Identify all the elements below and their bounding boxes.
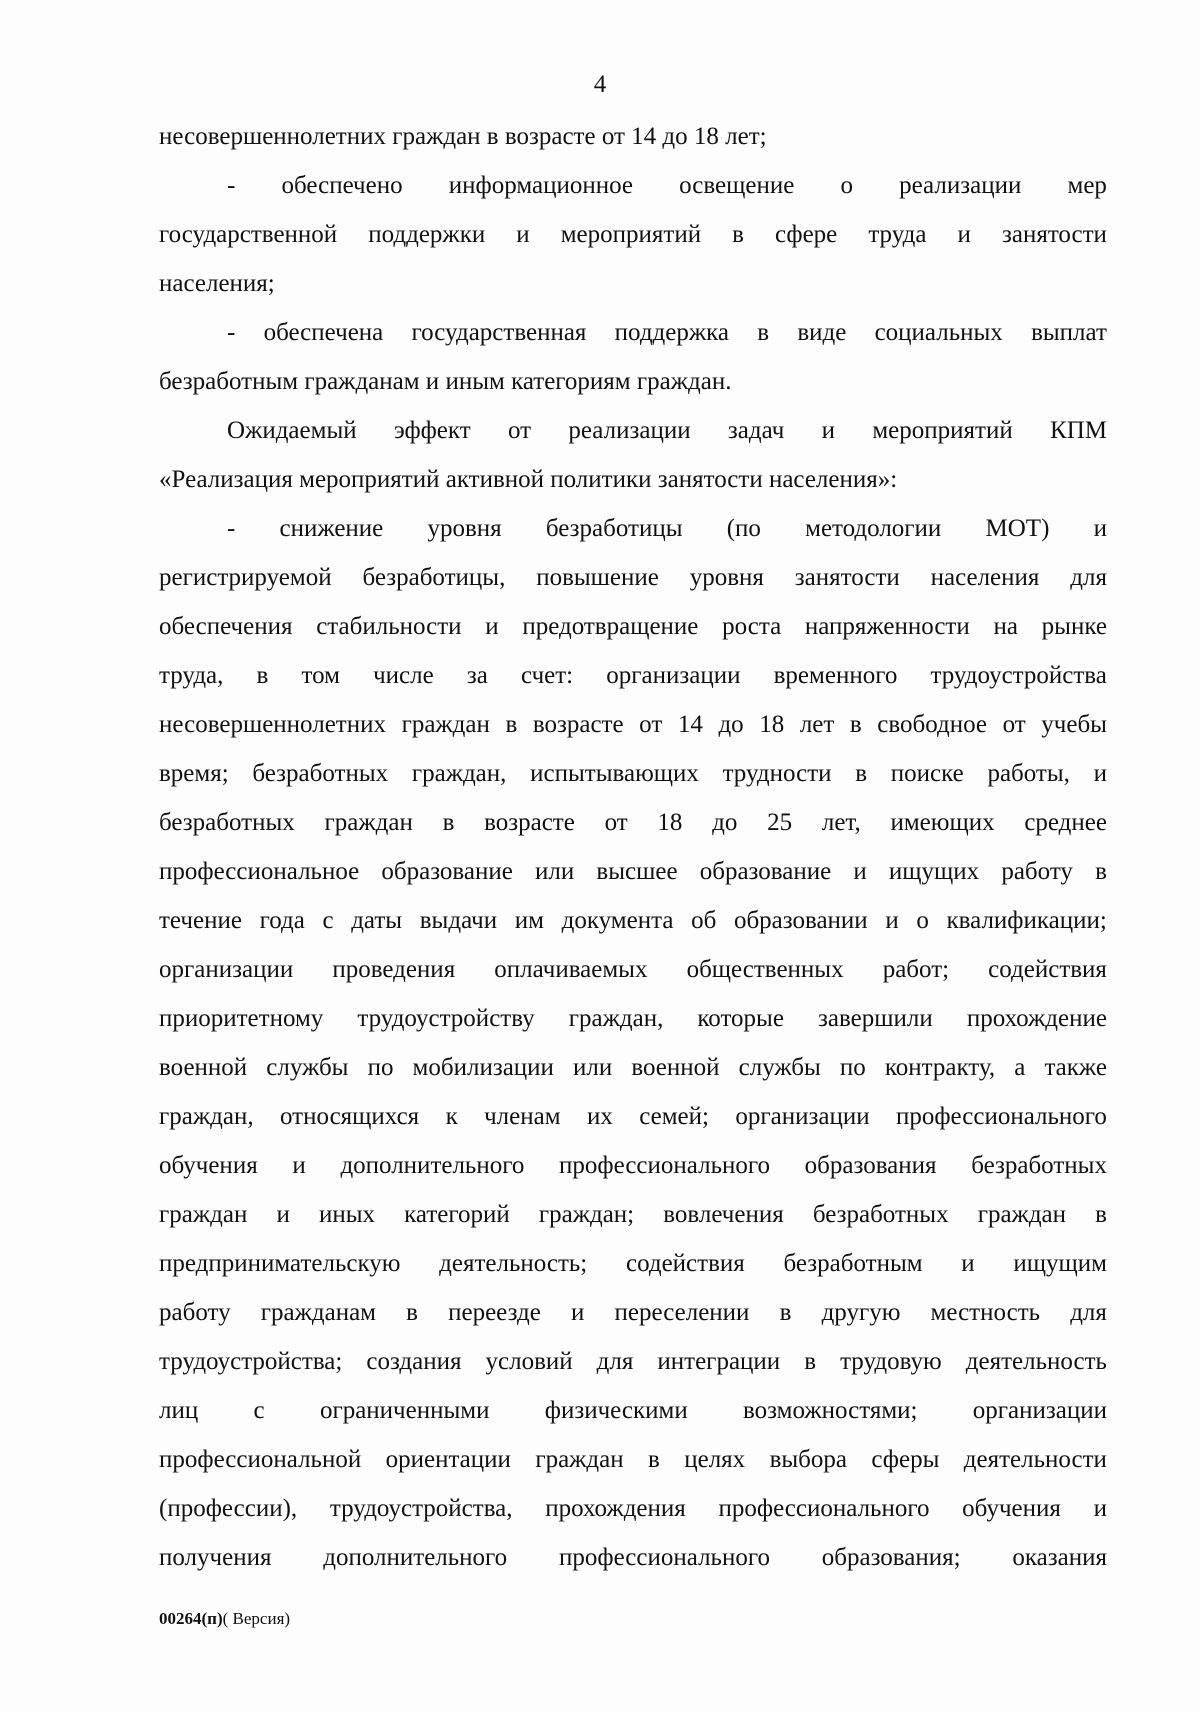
word: в <box>804 1348 817 1375</box>
word: безработицы <box>545 515 683 542</box>
text-line <box>159 210 1107 259</box>
word: содействия <box>988 956 1107 983</box>
word: мероприятий <box>872 417 1013 444</box>
word: контракту, <box>884 1054 996 1081</box>
word: профессионального <box>559 1544 770 1571</box>
text-line <box>159 504 1107 553</box>
word: эффект <box>393 417 471 444</box>
word: работ; <box>882 956 950 983</box>
word: или <box>573 1054 613 1081</box>
text-line <box>159 1386 1107 1435</box>
word: безработных <box>971 1152 1107 1179</box>
word: гражданам <box>260 1299 376 1326</box>
word: местность <box>930 1299 1041 1326</box>
word: к <box>445 1103 458 1130</box>
word: выдачи <box>419 907 498 934</box>
word: 14 <box>677 711 703 738</box>
text-line <box>159 602 1107 651</box>
word: течение <box>159 907 242 934</box>
word: деятельности <box>963 1446 1107 1473</box>
word: о <box>840 172 853 199</box>
word: и <box>1093 515 1107 542</box>
word: дополнительного <box>340 1152 525 1179</box>
word: с <box>322 907 334 934</box>
text-line <box>159 357 1107 406</box>
word: и <box>292 1152 306 1179</box>
word: интеграции <box>657 1348 781 1375</box>
word: для <box>1070 564 1107 591</box>
line-text: несовершеннолетних граждан в возрасте от 14 до 18 лет; <box>159 123 767 150</box>
text-line <box>159 994 1107 1043</box>
word: реализации <box>568 417 691 444</box>
document-body <box>159 112 1107 1582</box>
word: или <box>535 858 575 885</box>
word: и <box>485 613 499 640</box>
word: в <box>648 1446 660 1473</box>
word: получения <box>159 1544 272 1571</box>
word: учебы <box>1041 711 1107 738</box>
word: и <box>821 417 836 444</box>
word: выбора <box>769 1446 847 1473</box>
word: завершили <box>818 1005 933 1032</box>
word: занятости <box>1001 221 1107 248</box>
word: организации <box>606 662 741 689</box>
word: возрасте <box>532 711 624 738</box>
word: трудоустройству <box>357 1005 535 1032</box>
text-line <box>159 798 1107 847</box>
word: в <box>505 711 518 738</box>
word: уровня <box>689 564 764 591</box>
word: организации <box>735 1103 870 1130</box>
word: - <box>227 319 236 346</box>
word: от <box>639 711 663 738</box>
word: о <box>916 907 929 934</box>
word: общественных <box>686 956 844 983</box>
word: семей; <box>639 1103 709 1130</box>
word: также <box>1044 1054 1107 1081</box>
word: в <box>855 760 868 787</box>
word: безработным <box>783 1250 923 1277</box>
word: прохождение <box>966 1005 1107 1032</box>
word: для <box>596 1348 634 1375</box>
word: граждан <box>977 1201 1067 1228</box>
text-line <box>159 1337 1107 1386</box>
word: и <box>570 1299 585 1326</box>
word: виде <box>797 319 847 346</box>
word: снижение <box>279 515 384 542</box>
word: граждан <box>324 809 413 836</box>
word: государственной <box>159 221 338 248</box>
word: и <box>1093 1495 1107 1522</box>
word: уровня <box>427 515 502 542</box>
word: время; <box>159 760 229 787</box>
word: граждан <box>159 1201 248 1228</box>
word: деятельность; <box>439 1250 588 1277</box>
word: в <box>757 319 770 346</box>
word: граждан; <box>538 1201 635 1228</box>
text-line <box>159 1484 1107 1533</box>
word: профессионального <box>559 1152 770 1179</box>
text-line <box>159 749 1107 798</box>
word: и <box>853 858 867 885</box>
word: военной <box>159 1054 248 1081</box>
word: проведения <box>332 956 456 983</box>
word: роста <box>722 613 782 640</box>
word: стабильности <box>316 613 462 640</box>
word: от <box>604 809 628 836</box>
word: возможностями; <box>743 1397 918 1424</box>
word: в <box>849 711 862 738</box>
word: населения <box>930 564 1040 591</box>
word: другую <box>821 1299 901 1326</box>
word: высшее <box>596 858 678 885</box>
word: прохождения <box>545 1495 686 1522</box>
text-line <box>159 161 1107 210</box>
word: военной <box>631 1054 720 1081</box>
text-line <box>159 896 1107 945</box>
word: условий <box>485 1348 573 1375</box>
word: поиске <box>890 760 964 787</box>
word: ограниченными <box>319 1397 490 1424</box>
line-text: безработным гражданам и иным категориям граждан. <box>159 368 732 395</box>
word: службы <box>266 1054 349 1081</box>
text-line <box>159 651 1107 700</box>
word: оплачиваемых <box>494 956 648 983</box>
text-line <box>159 1190 1107 1239</box>
word: КПМ <box>1050 417 1107 444</box>
word: 18 <box>657 809 683 836</box>
word: мобилизации <box>412 1054 554 1081</box>
word: образовании <box>733 907 868 934</box>
word: в <box>406 1299 418 1326</box>
word: трудности <box>722 760 832 787</box>
word: безработицы, <box>362 564 506 591</box>
word: трудоустройства; <box>159 1348 343 1375</box>
word: образование <box>381 858 513 885</box>
word: повышение <box>536 564 659 591</box>
word: граждан, <box>159 1103 254 1130</box>
word: службы <box>738 1054 821 1081</box>
text-line <box>159 1239 1107 1288</box>
text-line <box>159 700 1107 749</box>
word: регистрируемой <box>159 564 332 591</box>
word: имеющих <box>890 809 995 836</box>
word: вовлечения <box>663 1201 784 1228</box>
document-footer <box>159 1608 290 1630</box>
word: образование <box>699 858 832 885</box>
text-line <box>159 553 1107 602</box>
page-number: 4 <box>593 71 607 98</box>
word: относящихся <box>279 1103 420 1130</box>
word: переселении <box>614 1299 750 1326</box>
word: документа <box>561 907 674 934</box>
word: обучения <box>159 1152 258 1179</box>
word: до <box>712 809 738 836</box>
word: образования <box>804 1152 937 1179</box>
word: лет <box>799 711 835 738</box>
word: образования; <box>821 1544 961 1571</box>
word: свободное <box>877 711 988 738</box>
word: выплат <box>1031 319 1107 346</box>
word: среднее <box>1024 809 1107 836</box>
word: деятельность <box>965 1348 1107 1375</box>
word: граждан, <box>568 1005 664 1032</box>
word: Ожидаемый <box>227 417 357 444</box>
word: года <box>259 907 305 934</box>
word: их <box>586 1103 613 1130</box>
word: (по <box>726 515 761 542</box>
word: МОТ) <box>985 515 1050 542</box>
word: об <box>691 907 717 934</box>
word: освещение <box>679 172 795 199</box>
word: в <box>1095 858 1107 885</box>
word: - <box>227 172 236 199</box>
text-line <box>159 1141 1107 1190</box>
word: с <box>253 1397 265 1424</box>
word: им <box>514 907 544 934</box>
word: предпринимательскую <box>159 1250 401 1277</box>
word: мер <box>1067 172 1107 199</box>
word: оказания <box>1012 1544 1107 1571</box>
word: труда, <box>159 662 224 689</box>
word: создания <box>366 1348 462 1375</box>
word: переезде <box>448 1299 541 1326</box>
word: несовершеннолетних <box>159 711 386 738</box>
word: и <box>516 221 530 248</box>
word: и <box>1093 760 1107 787</box>
word: труда <box>868 221 927 248</box>
word: даты <box>351 907 403 934</box>
word: поддержки <box>368 221 486 248</box>
word: членам <box>484 1103 561 1130</box>
word: целях <box>684 1446 746 1473</box>
word: в <box>779 1299 792 1326</box>
text-line <box>159 945 1107 994</box>
word: ориентации <box>385 1446 511 1473</box>
word: информационное <box>448 172 633 199</box>
word: работу <box>159 1299 231 1326</box>
word: безработных <box>159 809 295 836</box>
word: счет: <box>520 662 574 689</box>
word: обеспечено <box>281 172 403 199</box>
word: иных <box>318 1201 375 1228</box>
line-text: населения; <box>159 270 275 297</box>
line-text: «Реализация мероприятий активной политики занятости населения»: <box>159 466 898 493</box>
word: граждан, <box>411 760 507 787</box>
word: физическими <box>544 1397 688 1424</box>
word: государственная <box>411 319 587 346</box>
word: числе <box>373 662 434 689</box>
word: организации <box>159 956 294 983</box>
word: ищущим <box>1013 1250 1107 1277</box>
word: трудовую <box>840 1348 942 1375</box>
word: категорий <box>404 1201 510 1228</box>
text-line <box>159 1533 1107 1582</box>
word: профессионального <box>895 1103 1107 1130</box>
word: а <box>1014 1054 1026 1081</box>
word: и <box>276 1201 290 1228</box>
word: и <box>961 1250 975 1277</box>
word: организации <box>972 1397 1107 1424</box>
word: рынке <box>1041 613 1107 640</box>
word: профессиональное <box>159 858 360 885</box>
word: в <box>1095 1201 1107 1228</box>
word: социальных <box>874 319 1003 346</box>
word: лиц <box>159 1397 199 1424</box>
text-line <box>159 1288 1107 1337</box>
text-line <box>159 847 1107 896</box>
word: обеспечения <box>159 613 293 640</box>
word: трудоустройства, <box>329 1495 513 1522</box>
word: возрасте <box>484 809 575 836</box>
word: приоритетному <box>159 1005 324 1032</box>
word: в <box>442 809 455 836</box>
word: реализации <box>899 172 1022 199</box>
word: до <box>718 711 744 738</box>
text-line <box>159 308 1107 357</box>
word: обеспечена <box>263 319 384 346</box>
word: трудоустройства <box>930 662 1107 689</box>
word: профессионального <box>718 1495 930 1522</box>
word: методологии <box>805 515 942 542</box>
word: безработных <box>812 1201 949 1228</box>
word: занятости <box>794 564 900 591</box>
word: содействия <box>625 1250 745 1277</box>
text-line <box>159 406 1107 455</box>
text-line <box>159 1092 1107 1141</box>
word: квалификации; <box>946 907 1107 934</box>
word: сфере <box>774 221 838 248</box>
word: поддержка <box>614 319 730 346</box>
word: граждан <box>535 1446 624 1473</box>
word: и <box>885 907 899 934</box>
footer-version: ( Версия) <box>222 1609 291 1628</box>
word: обучения <box>962 1495 1061 1522</box>
text-line <box>159 1435 1107 1484</box>
word: (профессии), <box>159 1495 298 1522</box>
footer-code: 00264(п) <box>159 1609 223 1628</box>
word: временного <box>773 662 898 689</box>
word: напряженности <box>804 613 970 640</box>
word: для <box>1070 1299 1107 1326</box>
word: по <box>367 1054 394 1081</box>
word: от <box>507 417 532 444</box>
word: лет, <box>821 809 861 836</box>
word: сферы <box>871 1446 940 1473</box>
word: на <box>993 613 1018 640</box>
word: 18 <box>759 711 785 738</box>
word: том <box>301 662 340 689</box>
word: работы, <box>987 760 1070 787</box>
word: дополнительного <box>323 1544 508 1571</box>
word: ищущих <box>888 858 980 885</box>
word: - <box>227 515 236 542</box>
word: граждан <box>401 711 490 738</box>
word: в <box>256 662 269 689</box>
word: 25 <box>767 809 793 836</box>
word: в <box>732 221 744 248</box>
text-line <box>159 112 1107 161</box>
word: безработных <box>252 760 389 787</box>
text-line <box>159 1043 1107 1092</box>
word: предотвращение <box>522 613 699 640</box>
word: задач <box>727 417 785 444</box>
word: профессиональной <box>159 1446 362 1473</box>
word: испытывающих <box>530 760 699 787</box>
word: по <box>839 1054 866 1081</box>
word: которые <box>697 1005 784 1032</box>
word: мероприятий <box>560 221 702 248</box>
word: работу <box>1001 858 1073 885</box>
text-line <box>159 455 1107 504</box>
word: за <box>466 662 488 689</box>
word: и <box>957 221 971 248</box>
word: от <box>1002 711 1026 738</box>
text-line <box>159 259 1107 308</box>
